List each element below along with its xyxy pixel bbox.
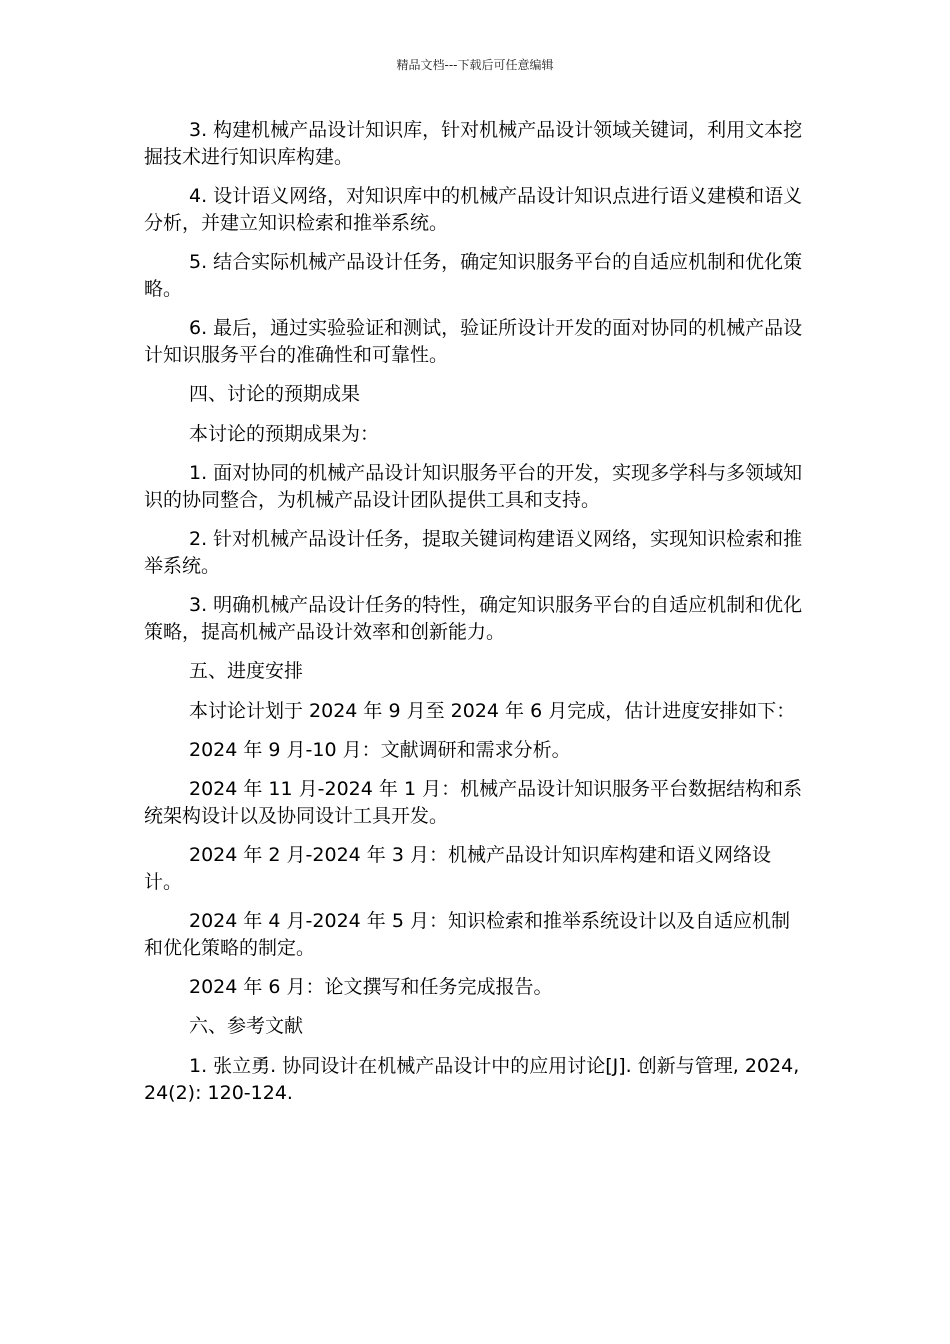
document-body bbox=[144, 117, 806, 1119]
paragraph-schedule-1: 2024 年 9 月-10 月：文献调研和需求分析。 bbox=[189, 739, 571, 761]
paragraph-schedule-intro: 本讨论计划于 2024 年 9 月至 2024 年 6 月完成，估计进度安排如下： bbox=[189, 700, 796, 722]
paragraph-schedule-2: 2024 年 11 月-2024 年 1 月：机械产品设计知识服务平台数据结构和系统架构设计以及协同设计工具开发。 bbox=[144, 778, 803, 827]
paragraph-step-5: 5. 结合实际机械产品设计任务，确定知识服务平台的自适应机制和优化策略。 bbox=[144, 251, 803, 300]
paragraph-expected-intro: 本讨论的预期成果为： bbox=[189, 423, 380, 445]
paragraph-step-3: 3. 构建机械产品设计知识库，针对机械产品设计领域关键词，利用文本挖掘技术进行知识库构建。 bbox=[144, 119, 803, 168]
section-heading-schedule: 五、进度安排 bbox=[189, 660, 304, 682]
section-heading-expected-results: 四、讨论的预期成果 bbox=[189, 383, 361, 405]
paragraph-step-4: 4. 设计语义网络，对知识库中的机械产品设计知识点进行语义建模和语义分析，并建立知识检索和推举系统。 bbox=[144, 185, 803, 234]
page-header: 精品文档---下载后可任意编辑 bbox=[396, 58, 554, 72]
paragraph-schedule-5: 2024 年 6 月：论文撰写和任务完成报告。 bbox=[189, 976, 553, 998]
paragraph-expected-2: 2. 针对机械产品设计任务，提取关键词构建语义网络，实现知识检索和推举系统。 bbox=[144, 528, 803, 577]
paragraph-step-6: 6. 最后，通过实验验证和测试，验证所设计开发的面对协同的机械产品设计知识服务平台的准确性和可靠性。 bbox=[144, 317, 803, 366]
paragraph-schedule-4: 2024 年 4 月-2024 年 5 月：知识检索和推举系统设计以及自适应机制和优化策略的制定。 bbox=[144, 910, 790, 959]
paragraph-expected-1: 1. 面对协同的机械产品设计知识服务平台的开发，实现多学科与多领域知识的协同整合，为机械产品设计团队提供工具和支持。 bbox=[144, 462, 803, 511]
paragraph-schedule-3: 2024 年 2 月-2024 年 3 月：机械产品设计知识库构建和语义网络设计。 bbox=[144, 844, 771, 893]
paragraph-expected-3: 3. 明确机械产品设计任务的特性，确定知识服务平台的自适应机制和优化策略，提高机械产品设计效率和创新能力。 bbox=[144, 594, 803, 643]
reference-item-1: 1. 张立勇. 协同设计在机械产品设计中的应用讨论[J]. 创新与管理, 2024, 24(2): 120-124. bbox=[144, 1055, 800, 1104]
section-heading-references: 六、参考文献 bbox=[189, 1015, 304, 1037]
